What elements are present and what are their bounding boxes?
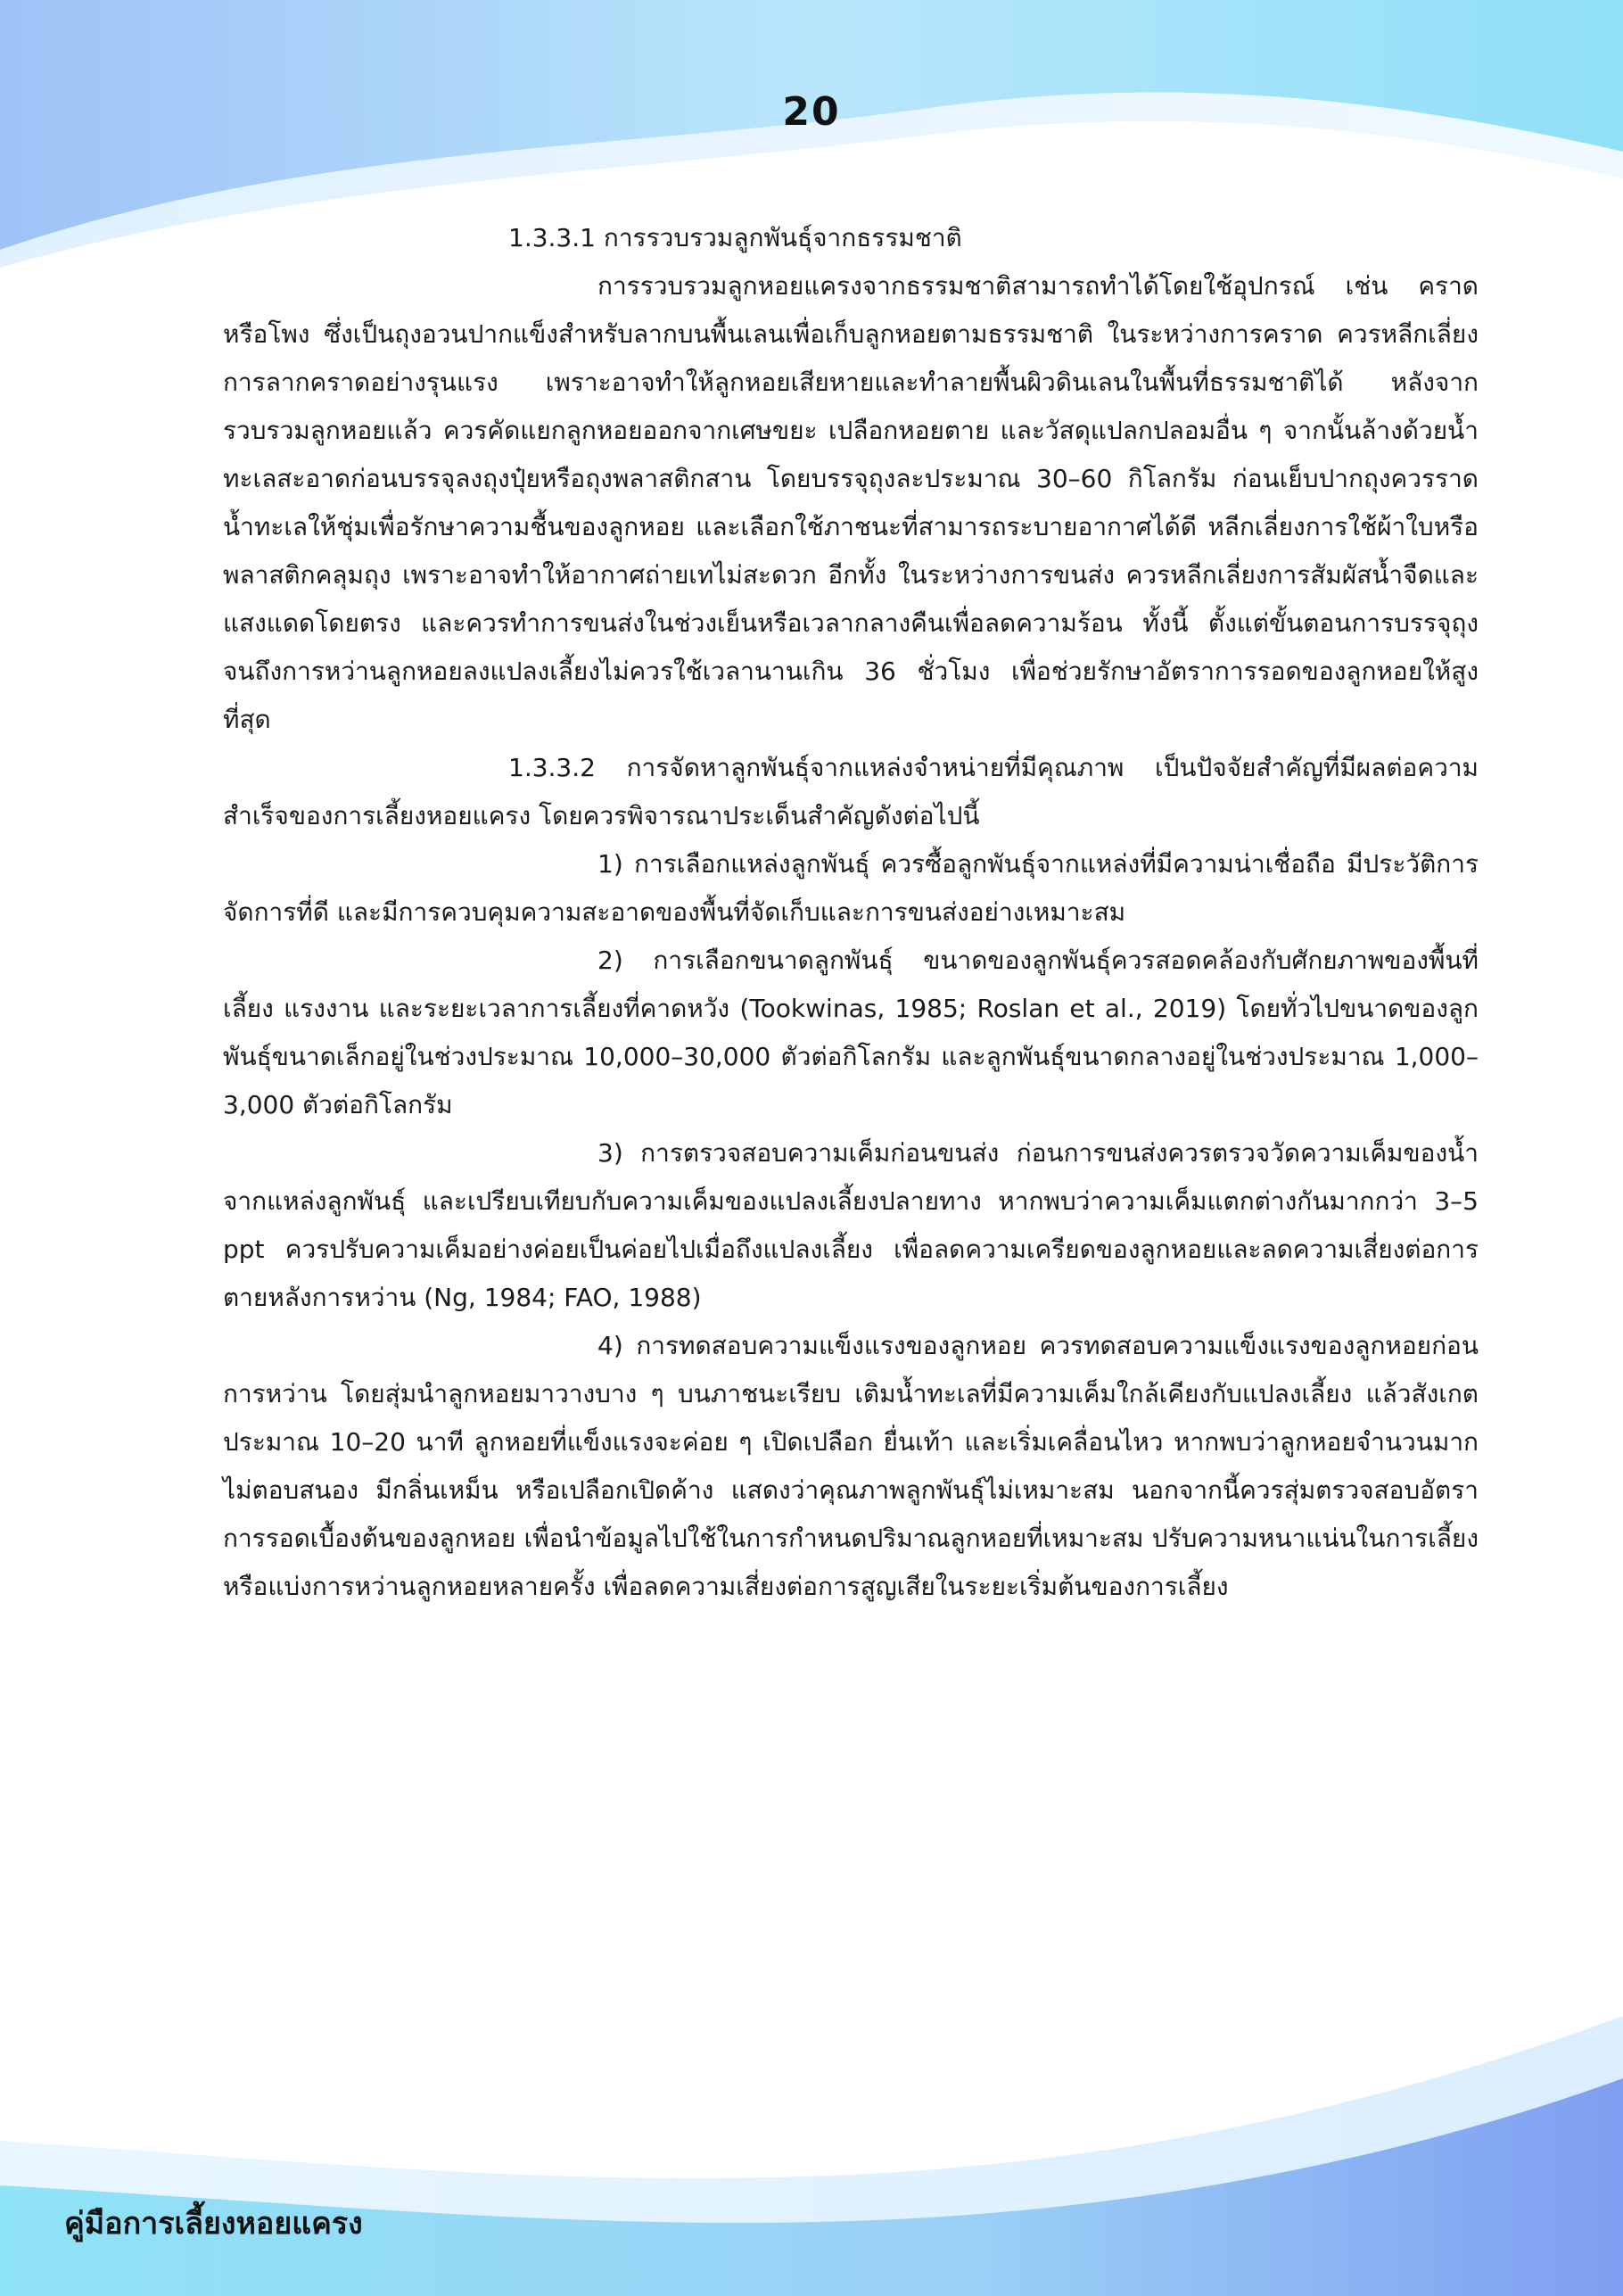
- page-number: 20: [782, 89, 841, 135]
- list-item-3: 3) การตรวจสอบความเค็มก่อนขนส่ง ก่อนการขนส่งควรตรวจวัดความเค็มของน้ำจากแหล่งลูกพันธุ์ และเปรียบเทียบกับความเค็มของแปลงเลี้ยงปลายทาง หากพบว่าความเค็มแตกต่างกันมากกว่า 3–5 ppt ควรปรับความเค็มอย่างค่อยเป็นค่อยไปเมื่อถึงแปลงเลี้ยง เพื่อลดความเครียดของลูกหอยและลดความเสี่ยงต่อการตายหลังการหว่าน (Ng, 1984; FAO, 1988): [223, 1138, 1479, 1312]
- section-heading-1-3-3-1: 1.3.3.1 การรวบรวมลูกพันธุ์จากธรรมชาติ: [508, 223, 962, 252]
- list-item-4: 4) การทดสอบความแข็งแรงของลูกหอย ควรทดสอบความแข็งแรงของลูกหอยก่อนการหว่าน โดยสุ่มนำลูกหอยมาวางบาง ๆ บนภาชนะเรียบ เติมน้ำทะเลที่มีความเค็มใกล้เคียงกับแปลงเลี้ยง แล้วสังเกตประมาณ 10–20 นาที ลูกหอยที่แข็งแรงจะค่อย ๆ เปิดเปลือก ยื่นเท้า และเริ่มเคลื่อนไหว หากพบว่าลูกหอยจำนวนมากไม่ตอบสนอง มีกลิ่นเหม็น หรือเปลือกเปิดค้าง แสดงว่าคุณภาพลูกพันธุ์ไม่เหมาะสม นอกจากนี้ควรสุ่มตรวจสอบอัตราการรอดเบื้องต้นของลูกหอย เพื่อนำข้อมูลไปใช้ในการกำหนดปริมาณลูกหอยที่เหมาะสม ปรับความหนาแน่นในการเลี้ยง หรือแบ่งการหว่านลูกหอยหลายครั้ง เพื่อลดความเสี่ยงต่อการสูญเสียในระยะเริ่มต้นของการเลี้ยง: [223, 1331, 1479, 1601]
- bottom-wave: [0, 2016, 1623, 2296]
- main-content: [223, 214, 1479, 1611]
- footer-title: คู่มือการเลี้ยงหอยแครง: [64, 2206, 363, 2242]
- list-item-1: 1) การเลือกแหล่งลูกพันธุ์ ควรซื้อลูกพันธุ์จากแหล่งที่มีความน่าเชื่อถือ มีประวัติการจัดการที่ดี และมีการควบคุมความสะอาดของพื้นที่จัดเก็บและการขนส่งอย่างเหมาะสม: [223, 849, 1479, 927]
- section-paragraph-1-3-3-1: การรวบรวมลูกหอยแครงจากธรรมชาติสามารถทำได้โดยใช้อุปกรณ์ เช่น คราด หรือโพง ซึ่งเป็นถุงอวนปากแข็งสำหรับลากบนพื้นเลนเพื่อเก็บลูกหอยตามธรรมชาติ ในระหว่างการคราด ควรหลีกเลี่ยงการลากคราดอย่างรุนแรง เพราะอาจทำให้ลูกหอยเสียหายและทำลายพื้นผิวดินเลนในพื้นที่ธรรมชาติได้ หลังจากรวบรวมลูกหอยแล้ว ควรคัดแยกลูกหอยออกจากเศษขยะ เปลือกหอยตาย และวัสดุแปลกปลอมอื่น ๆ จากนั้นล้างด้วยน้ำทะเลสะอาดก่อนบรรจุลงถุงปุ๋ยหรือถุงพลาสติกสาน โดยบรรจุถุงละประมาณ 30–60 กิโลกรัม ก่อนเย็บปากถุงควรราดน้ำทะเลให้ชุ่มเพื่อรักษาความชื้นของลูกหอย และเลือกใช้ภาชนะที่สามารถระบายอากาศได้ดี หลีกเลี่ยงการใช้ผ้าใบหรือพลาสติกคลุมถุง เพราะอาจทำให้อากาศถ่ายเทไม่สะดวก อีกทั้ง ในระหว่างการขนส่ง ควรหลีกเลี่ยงการสัมผัสน้ำจืดและแสงแดดโดยตรง และควรทำการขนส่งในช่วงเย็นหรือเวลากลางคืนเพื่อลดความร้อน ทั้งนี้ ตั้งแต่ขั้นตอนการบรรจุถุงจนถึงการหว่านลูกหอยลงแปลงเลี้ยงไม่ควรใช้เวลานานเกิน 36 ชั่วโมง เพื่อช่วยรักษาอัตราการรอดของลูกหอยให้สูงที่สุด: [223, 271, 1479, 734]
- list-item-2: 2) การเลือกขนาดลูกพันธุ์ ขนาดของลูกพันธุ์ควรสอดคล้องกับศักยภาพของพื้นที่เลี้ยง แรงงาน และระยะเวลาการเลี้ยงที่คาดหวัง (Tookwinas, 1985; Roslan et al., 2019) โดยทั่วไปขนาดของลูกพันธุ์ขนาดเล็กอยู่ในช่วงประมาณ 10,000–30,000 ตัวต่อกิโลกรัม และลูกพันธุ์ขนาดกลางอยู่ในช่วงประมาณ 1,000–3,000 ตัวต่อกิโลกรัม: [223, 946, 1479, 1119]
- section-intro-1-3-3-2: 1.3.3.2 การจัดหาลูกพันธุ์จากแหล่งจำหน่ายที่มีคุณภาพ เป็นปัจจัยสำคัญที่มีผลต่อความสำเร็จของการเลี้ยงหอยแครง โดยควรพิจารณาประเด็นสำคัญดังต่อไปนี้: [223, 753, 1479, 830]
